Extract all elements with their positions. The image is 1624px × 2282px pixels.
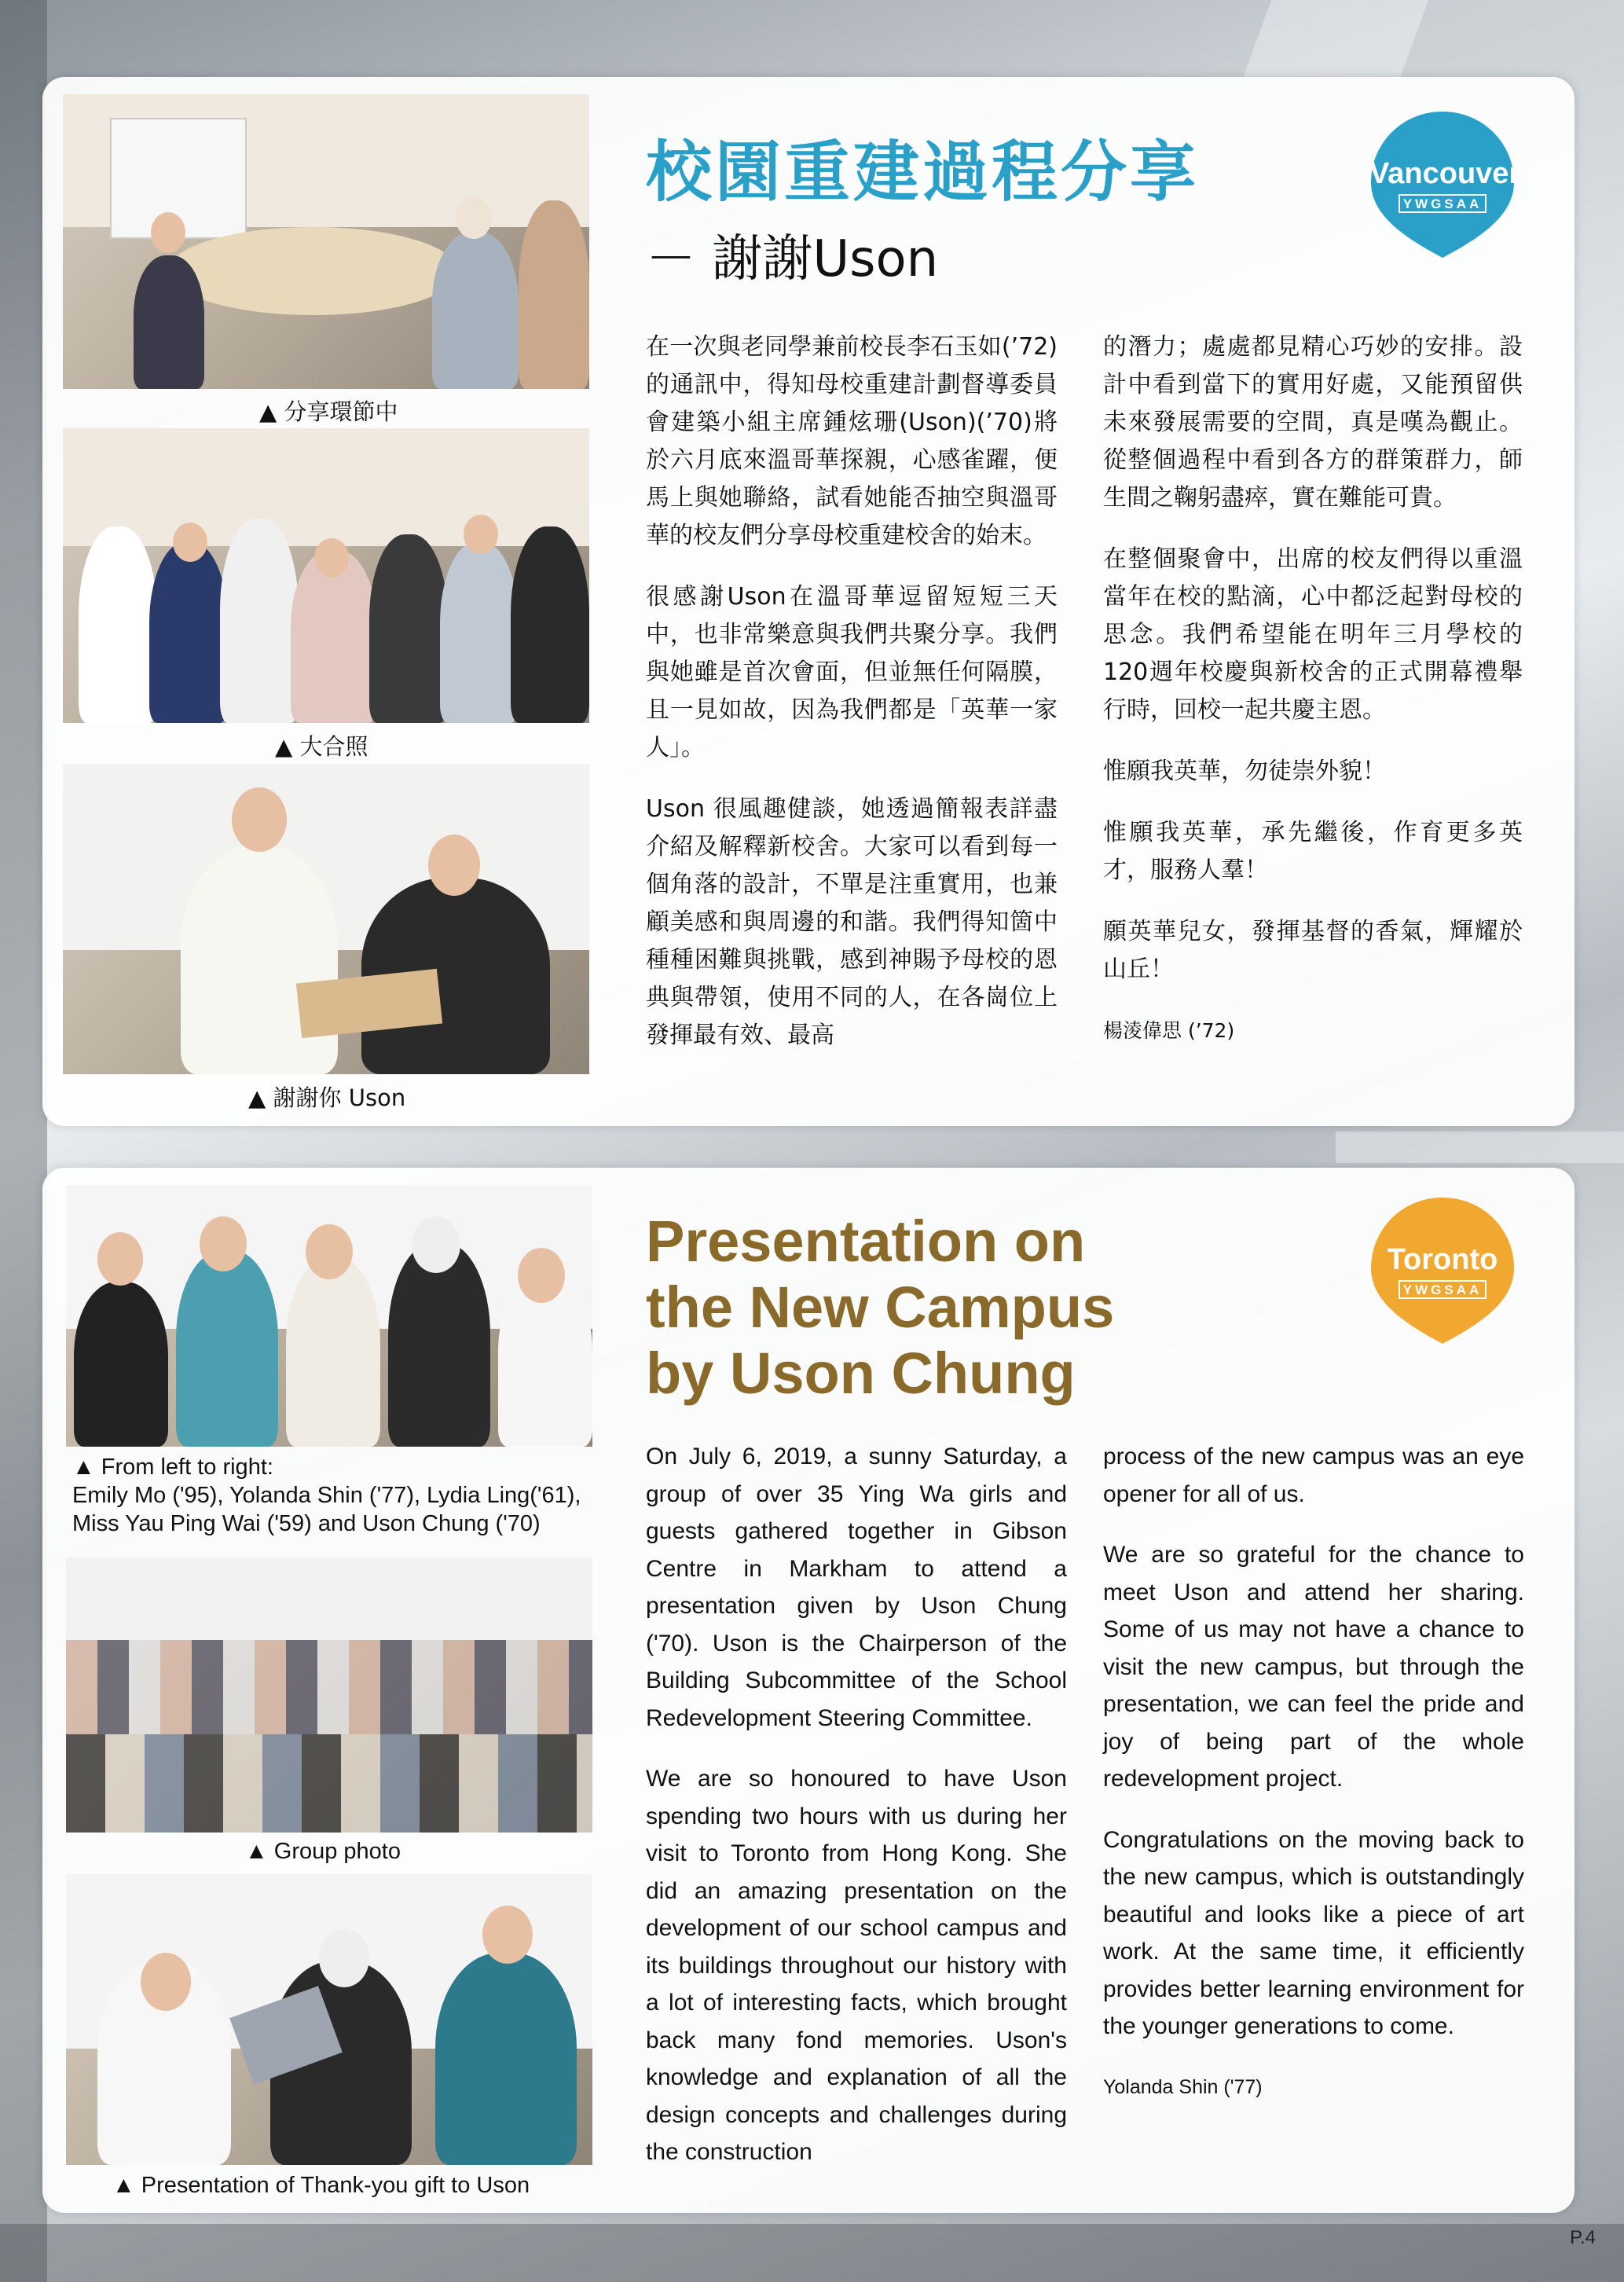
title-line: Presentation on — [646, 1209, 1086, 1274]
signature: Yolanda Shin ('77) — [1103, 2075, 1263, 2098]
article-column-1 — [646, 328, 1058, 1078]
five-alumnae-photo — [66, 1185, 592, 1447]
background-ground — [0, 2224, 1624, 2282]
badge-org: YWGSAA — [1402, 1282, 1483, 1297]
photo-caption: ▲ Presentation of Thank-you gift to Uson — [112, 2173, 530, 2198]
paragraph: 很感謝Uson在溫哥華逗留短短三天中，也非常樂意與我們共聚分享。我們與她雖是首次會面，但並無任何隔膜，且一見如故，因為我們都是「英華一家人」。 — [646, 583, 1058, 761]
article-column-2 — [1103, 1438, 1524, 2130]
paragraph: process of the new campus was an eye opener for all of us. — [1103, 1444, 1524, 1507]
paragraph: Uson 很風趣健談，她透過簡報表詳盡介紹及解釋新校舍。大家可以看到每一個角落的設計，不單是注重實用，也兼顧美感和與周邊的和諧。我們得知箇中種種困難與挑戰，感到神賜予母校的恩典與帶領，使用不同的人，在各崗位上發揮最有效、最高 — [646, 795, 1058, 1049]
badge-label: Toronto — [1387, 1243, 1498, 1276]
badge-label: Vancouver — [1369, 157, 1521, 190]
photo-caption-names — [72, 1453, 581, 1538]
article-column-2 — [1103, 328, 1523, 1073]
paragraph: 惟願我英華，承先繼後，作育更多英才，服務人羣！ — [1103, 819, 1523, 884]
vancouver-location-pin-icon — [1369, 110, 1521, 259]
article-column-1 — [646, 1438, 1067, 2195]
thank-you-uson-photo — [63, 764, 589, 1074]
photo-caption: ▲ 謝謝你 Uson — [248, 1084, 406, 1111]
background-building — [0, 0, 47, 2282]
article-title: 校園重建過程分享 — [646, 134, 1200, 211]
photo-caption: ▲ 分享環節中 — [259, 398, 398, 425]
sharing-session-photo — [63, 94, 589, 389]
paragraph: Congratulations on the moving back to the new campus, which is outstandingly beautiful and looks like a piece of art work. At the same time, it efficiently provides better learning environment for the younger generations to come. — [1103, 1826, 1524, 2039]
caption-line: ▲ From left to right: — [72, 1455, 273, 1480]
page-number: P.4 — [1570, 2227, 1596, 2248]
title-line: by Uson Chung — [646, 1341, 1076, 1406]
paragraph: On July 6, 2019, a sunny Saturday, a group of over 35 Ying Wa girls and guests gathered together in Gibson Centre in Markham to attend a presentation given by Uson Chung ('70). Uson is the Chairperson of the Building Subcommittee of the School Redevelopment Steering Committee. — [646, 1444, 1067, 1731]
toronto-group-photo — [66, 1557, 592, 1833]
photo-caption: ▲ 大合照 — [275, 733, 368, 760]
paragraph: 惟願我英華，勿徒崇外貌！ — [1103, 758, 1386, 785]
paragraph: We are so honoured to have Uson spending two hours with us during her visit to Toronto from Hong Kong. She did an amazing presentation on the development of our school campus and its buildings throughout our history with a lot of interesting facts, which brought back many fond memories. Uson's knowledge and explanation of all the design concepts and challenges during the construction — [646, 1766, 1067, 2165]
article-title — [646, 1209, 1196, 1407]
paragraph: 在一次與老同學兼前校長李石玉如(’72)的通訊中，得知母校重建計劃督導委員會建築小組主席鍾炫珊(Uson)(’70)將於六月底來溫哥華探親，心感雀躍，便馬上與她聯絡，試看她能否抽空與溫哥華的校友們分享母校重建校舍的始末。 — [646, 333, 1058, 549]
background-window — [1243, 0, 1428, 79]
paragraph: 願英華兒女，發揮基督的香氣，輝耀於山丘！ — [1103, 918, 1523, 983]
caption-line: Emily Mo ('95), Yolanda Shin ('77), Lydia Ling('61), — [72, 1483, 581, 1508]
paragraph: 在整個聚會中，出席的校友們得以重溫當年在校的點滴，心中都泛起對母校的思念。我們希望能在明年三月學校的120週年校慶與新校舍的正式開幕禮舉行時，回校一起共慶主恩。 — [1103, 545, 1523, 724]
title-line: the New Campus — [646, 1275, 1115, 1340]
signature: 楊淩偉思 (’72) — [1103, 1019, 1235, 1042]
toronto-location-pin-icon — [1369, 1196, 1516, 1345]
photo-caption: ▲ Group photo — [245, 1839, 401, 1864]
caption-line: Miss Yau Ping Wai ('59) and Uson Chung ('70) — [72, 1511, 541, 1536]
paragraph: 的潛力；處處都見精心巧妙的安排。設計中看到當下的實用好處，又能預留供未來發展需要的空間，真是嘆為觀止。從整個過程中看到各方的群策群力，師生間之鞠躬盡瘁，實在難能可貴。 — [1103, 333, 1523, 512]
paragraph: We are so grateful for the chance to meet Uson and attend her sharing. Some of us may not have a chance to visit the new campus, but through the presentation, we can feel the pride and joy of being part of the whole redevelopment project. — [1103, 1542, 1524, 1792]
thank-you-gift-photo — [66, 1874, 592, 2165]
group-photo — [63, 428, 589, 723]
badge-org: YWGSAA — [1402, 196, 1483, 211]
background-ledge — [1336, 1132, 1624, 1163]
article-subtitle: － 謝謝Uson — [646, 230, 939, 288]
